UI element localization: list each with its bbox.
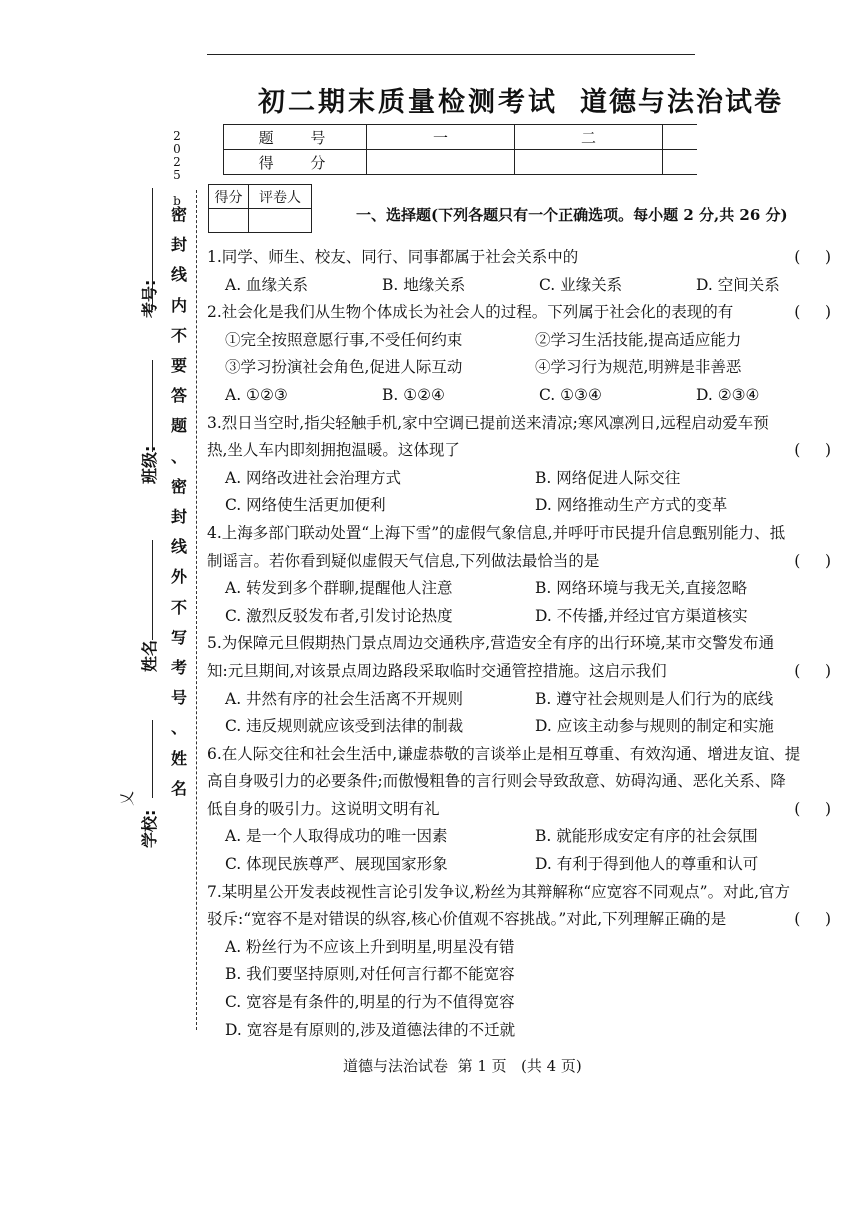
margin-year (170, 130, 184, 208)
option: D. 不传播,并经过官方渠道核实 (535, 606, 748, 625)
option: B. 网络环境与我无关,直接忽略 (535, 579, 748, 598)
seal-char: 姓 (170, 748, 187, 768)
exam-number-label: 考号: (140, 279, 159, 318)
score-table-row-header (224, 125, 697, 150)
option: B. 网络促进人际交往 (535, 468, 681, 487)
answer-parens: ( ) (794, 661, 831, 680)
seal-char: 线 (170, 537, 187, 557)
exam-number-field (137, 280, 160, 318)
answer-parens: ( ) (794, 551, 831, 570)
seal-char: 号 (170, 688, 187, 708)
option: C. 宽容是有条件的,明星的行为不值得宽容 (225, 993, 515, 1012)
question-4 (207, 520, 837, 630)
top-rule (207, 54, 695, 55)
question-stem: 知:元旦期间,对该景点周边路段采取临时交通管控措施。这启示我们 (207, 661, 667, 680)
score-cell-2 (515, 150, 663, 175)
school-label: 学校: (140, 809, 159, 848)
question-stem: 3.烈日当空时,指尖轻触手机,家中空调已提前送来清凉;寒风凛冽日,远程启动爱车预 (207, 413, 769, 432)
question-7 (207, 879, 837, 1045)
option: B. 我们要坚持原则,对任何言行都不能宽容 (225, 965, 515, 984)
statement: ①完全按照意愿行事,不受任何约束 (225, 330, 463, 349)
question-5 (207, 630, 837, 740)
binding-dashed-line (196, 190, 197, 1030)
question-stem: 低自身的吸引力。这说明文明有礼 (207, 799, 440, 818)
seal-char: 不 (170, 325, 187, 345)
question-stem: 1.同学、师生、校友、同行、同事都属于社会关系中的 (207, 248, 579, 266)
seal-char: 答 (170, 386, 187, 406)
option: C. ①③④ (539, 385, 602, 404)
answer-parens: ( ) (794, 303, 831, 322)
answer-parens: ( ) (794, 799, 831, 818)
name-field (137, 640, 160, 672)
question-stem: 制谣言。若你看到疑似虚假天气信息,下列做法最恰当的是 (207, 551, 600, 570)
option: A. 是一个人取得成功的唯一因素 (225, 827, 448, 846)
score-table (223, 124, 697, 175)
grader-name-header: 评卷人 (249, 185, 312, 209)
seal-char: 、 (170, 718, 187, 738)
school-handwritten-mark: 乂 (118, 790, 136, 806)
option: C. 违反规则就应该受到法律的制裁 (225, 717, 464, 736)
exam-title-subject: 道德与法治试卷 (580, 87, 783, 118)
school-field (137, 810, 160, 848)
seal-char: 内 (170, 295, 187, 315)
answer-parens: ( ) (794, 248, 831, 266)
question-3 (207, 410, 837, 520)
option: B. 遵守社会规则是人们行为的底线 (535, 689, 774, 708)
class-field (137, 446, 160, 484)
grader-score-header: 得分 (209, 185, 249, 209)
seal-char: 密 (170, 205, 187, 224)
exam-title-main: 初二期末质量检测考试 (258, 87, 558, 118)
question-stem: 6.在人际交往和社会生活中,谦虚恭敬的言谈举止是相互尊重、有效沟通、增进友谊、提 (207, 744, 801, 763)
option: B. 就能形成安定有序的社会氛围 (535, 827, 758, 846)
question-stem: 驳斥:“宽容不是对错误的纵容,核心价值观不容挑战。”对此,下列理解正确的是 (207, 910, 727, 929)
answer-parens: ( ) (794, 910, 831, 929)
name-label: 姓名 (140, 639, 159, 672)
option: A. 血缘关系 (225, 275, 309, 294)
name-blank[interactable] (152, 540, 153, 640)
year-digit: 2 (173, 155, 181, 169)
option: D. 网络推动生产方式的变革 (535, 496, 728, 515)
question-stem: 7.某明星公开发表歧视性言论引发争议,粉丝为其辩解称“应宽容不同观点”。对此,官方 (207, 882, 790, 901)
statement: ④学习行为规范,明辨是非善恶 (535, 358, 742, 377)
question-2 (207, 299, 837, 409)
question-stem: 高自身吸引力的必要条件;而傲慢粗鲁的言行则会导致敌意、妨碍沟通、恶化关系、降 (207, 772, 786, 791)
grader-table (208, 184, 312, 233)
exam-number-blank[interactable] (152, 188, 153, 310)
question-1 (207, 244, 837, 299)
grader-score-cell (209, 209, 249, 233)
class-blank[interactable] (152, 360, 153, 452)
option: B. 地缘关系 (382, 275, 466, 294)
seal-line-notice (168, 200, 190, 804)
year-digit: b (173, 194, 181, 208)
footer-subject: 道德与法治试卷 (343, 1057, 449, 1075)
year-digit: 2 (173, 129, 181, 143)
option: C. 体现民族尊严、展现国家形象 (225, 855, 448, 874)
question-stem: 2.社会化是我们从生物个体成长为社会人的过程。下列属于社会化的表现的有 (207, 303, 734, 322)
seal-char: 考 (170, 658, 187, 678)
score-table-col-1: 一 (367, 125, 515, 150)
seal-char: 封 (170, 507, 187, 527)
option: A. 网络改进社会治理方式 (225, 468, 402, 487)
statement: ②学习生活技能,提高适应能力 (535, 330, 742, 349)
grader-name-cell (249, 209, 312, 233)
option: C. 激烈反驳发布者,引发讨论热度 (225, 606, 453, 625)
section-heading: 一、选择题(下列各题只有一个正确选项。每小题 2 分,共 26 分) (356, 206, 788, 224)
seal-char: 外 (170, 567, 187, 587)
option: C. 网络使生活更加便利 (225, 496, 386, 515)
option: B. ①②④ (382, 385, 445, 404)
option: A. 转发到多个群聊,提醒他人注意 (225, 579, 453, 598)
question-list (207, 244, 837, 1044)
score-table-label: 题 号 (224, 125, 367, 150)
question-6 (207, 741, 837, 879)
option: A. 井然有序的社会生活离不开规则 (225, 689, 464, 708)
seal-char: 封 (170, 235, 187, 255)
seal-char: 不 (170, 597, 187, 617)
question-stem: 4.上海多部门联动处置“上海下雪”的虚假气象信息,并呼吁市民提升信息甄别能力、抵 (207, 523, 786, 542)
question-stem: 热,坐人车内即刻拥抱温暖。这体现了 (207, 441, 460, 460)
exam-title (258, 80, 858, 119)
footer-page: 第 1 页 (457, 1057, 507, 1075)
score-table-col-3 (663, 125, 697, 150)
seal-char: 写 (170, 627, 187, 647)
class-label: 班级: (140, 445, 159, 484)
seal-char: 、 (170, 446, 187, 466)
option: D. 有利于得到他人的尊重和认可 (535, 855, 759, 874)
option: A. 粉丝行为不应该上升到明星,明星没有错 (225, 937, 515, 956)
question-stem: 5.为保障元旦假期热门景点周边交通秩序,营造安全有序的出行环境,某市交警发布通 (207, 634, 775, 653)
seal-char: 要 (170, 356, 187, 376)
school-blank[interactable] (152, 720, 153, 798)
seal-char: 线 (170, 265, 187, 285)
seal-char: 名 (170, 778, 187, 798)
page-footer (343, 1055, 582, 1076)
score-table-row-score (224, 150, 697, 175)
option: D. 宽容是有原则的,涉及道德法律的不迁就 (225, 1020, 516, 1039)
year-digit: 0 (173, 142, 181, 156)
score-table-col-2: 二 (515, 125, 663, 150)
statement: ③学习扮演社会角色,促进人际互动 (225, 358, 463, 377)
option: A. ①②③ (225, 385, 288, 404)
option: D. ②③④ (696, 385, 760, 404)
score-cell-3 (663, 150, 697, 175)
option: D. 空间关系 (696, 275, 780, 294)
score-cell-1 (367, 150, 515, 175)
option: C. 业缘关系 (539, 275, 623, 294)
answer-parens: ( ) (794, 441, 831, 460)
score-table-label: 得 分 (224, 150, 367, 175)
seal-char: 题 (170, 416, 187, 436)
year-digit: 5 (173, 168, 181, 182)
footer-total: (共 4 页) (520, 1057, 582, 1075)
option: D. 应该主动参与规则的制定和实施 (535, 717, 774, 736)
seal-char: 密 (170, 476, 187, 496)
